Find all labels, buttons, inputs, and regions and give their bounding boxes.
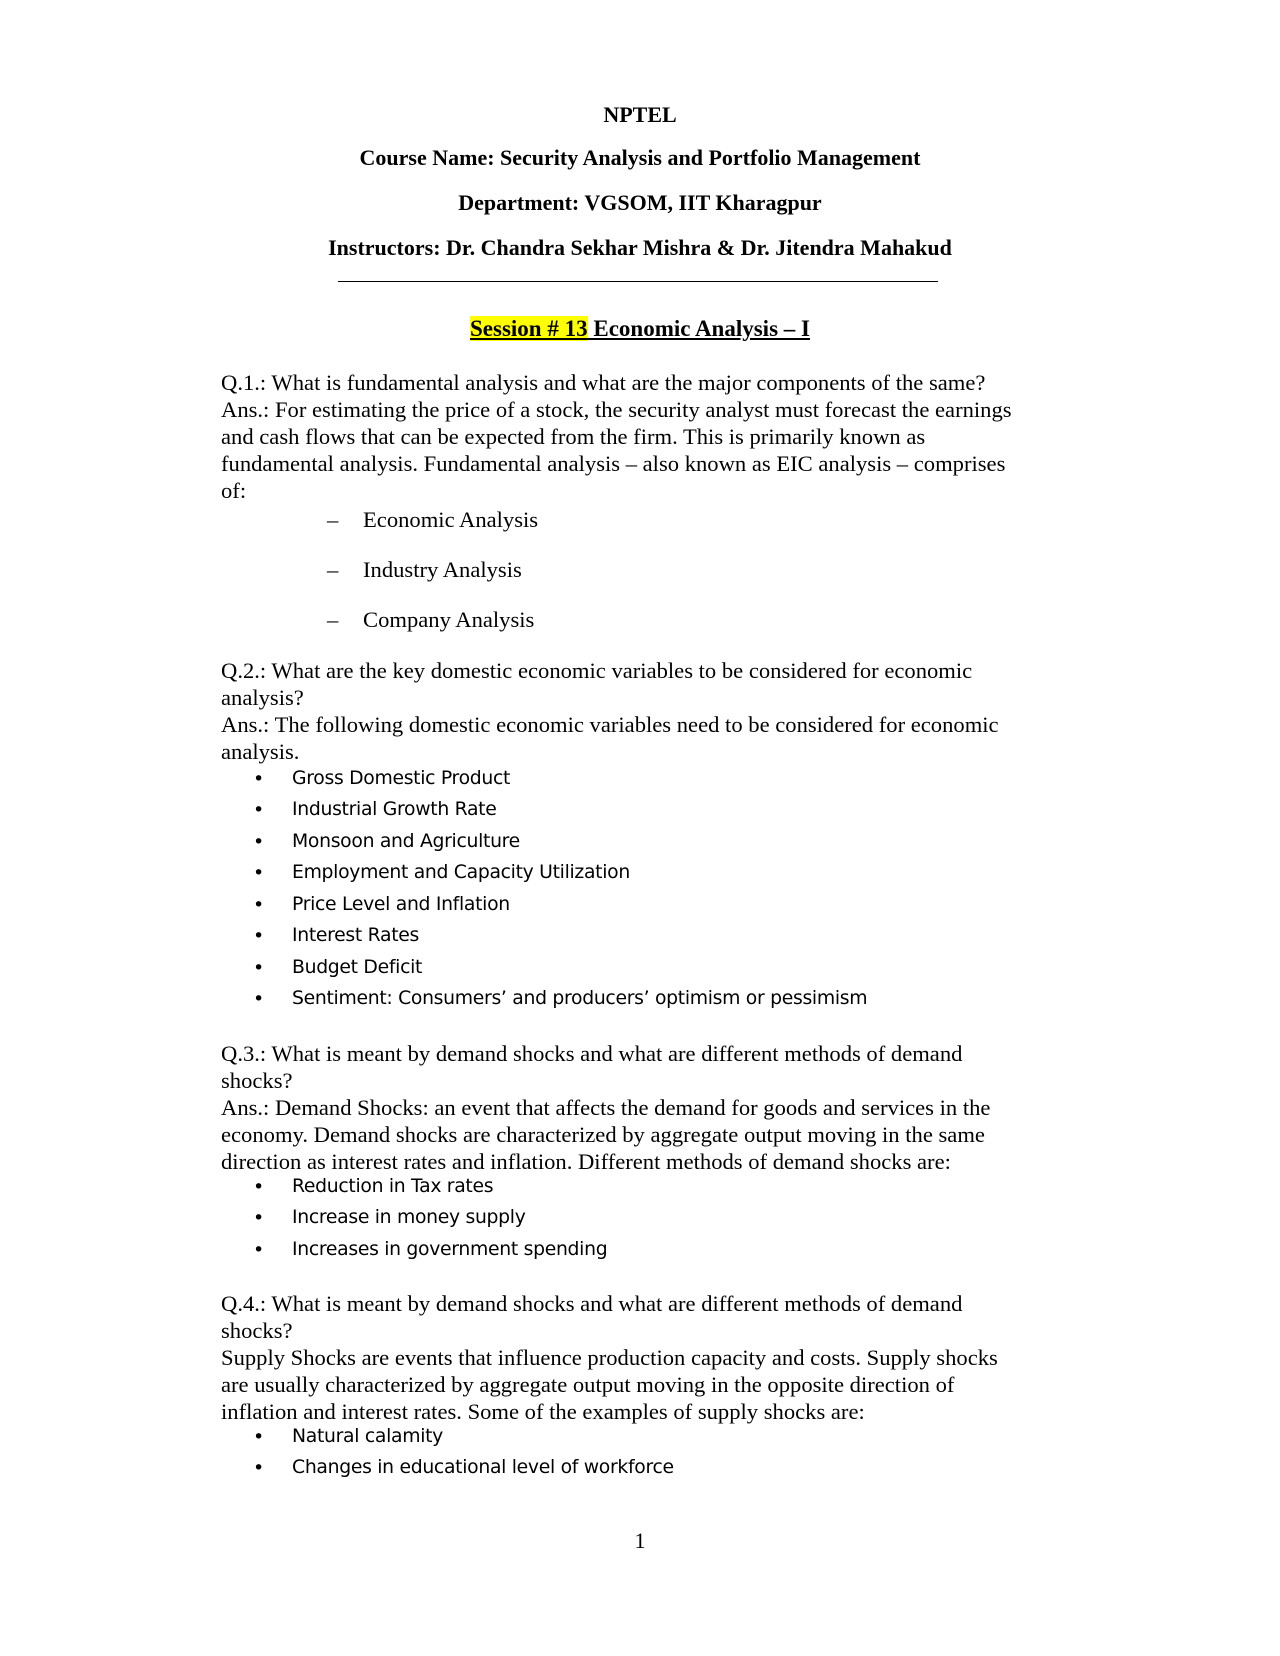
bullet-marker: • [253, 925, 265, 947]
session-name: Economic Analysis – I [587, 316, 810, 341]
bullet-marker: • [253, 1176, 265, 1198]
bullet-marker: • [253, 1207, 265, 1229]
q4-line: inflation and interest rates. Some of the examples of supply shocks are: [221, 1399, 865, 1424]
dash-marker: – [327, 557, 339, 582]
q2-line: Q.2.: What are the key domestic economic variables to be considered for economic [221, 658, 973, 683]
q3-line: Ans.: Demand Shocks: an event that affects the demand for goods and services in the [221, 1095, 991, 1120]
list-item-text: Increases in government spending [292, 1239, 608, 1260]
q3-line: economy. Demand shocks are characterized by aggregate output moving in the same [221, 1122, 985, 1147]
session-title [0, 316, 1280, 342]
list-item-text: Industry Analysis [363, 557, 522, 582]
list-item-text: Employment and Capacity Utilization [292, 862, 630, 883]
list-item-text: Natural calamity [292, 1426, 443, 1447]
q2-block [221, 657, 1051, 765]
q4-line: Q.4.: What is meant by demand shocks and what are different methods of demand [221, 1291, 963, 1316]
bullet-marker: • [253, 831, 265, 853]
q4-line: shocks? [221, 1318, 293, 1343]
header-org: NPTEL [603, 102, 677, 127]
q3-line: Q.3.: What is meant by demand shocks and what are different methods of demand [221, 1041, 963, 1066]
bullet-marker: • [253, 862, 265, 884]
q4-line: are usually characterized by aggregate output moving in the opposite direction of [221, 1372, 955, 1397]
bullet-marker: • [253, 894, 265, 916]
list-item-text: Budget Deficit [292, 957, 423, 978]
list-item-text: Increase in money supply [292, 1207, 526, 1228]
bullet-marker: • [253, 1457, 265, 1479]
list-item-text: Changes in educational level of workforce [292, 1457, 674, 1478]
header-department: Department: VGSOM, IIT Kharagpur [458, 190, 822, 215]
list-item-text: Reduction in Tax rates [292, 1176, 494, 1197]
header-instructors: Instructors: Dr. Chandra Sekhar Mishra & Dr. Jitendra Mahakud [328, 235, 952, 260]
bullet-marker: • [253, 768, 265, 790]
list-item-text: Economic Analysis [363, 507, 539, 532]
list-item-text: Sentiment: Consumers’ and producers’ optimism or pessimism [292, 988, 868, 1009]
bullet-marker: • [253, 799, 265, 821]
header-divider [338, 281, 938, 282]
session-number: Session # 13 [470, 316, 588, 341]
list-item-text: Gross Domestic Product [292, 768, 511, 789]
bullet-marker: • [253, 957, 265, 979]
list-item-text: Monsoon and Agriculture [292, 831, 520, 852]
bullet-marker: • [253, 1239, 265, 1261]
header-course: Course Name: Security Analysis and Portfolio Management [359, 145, 921, 170]
q1-line: Ans.: For estimating the price of a stock, the security analyst must forecast the earnings [221, 397, 1012, 422]
q2-line: analysis. [221, 739, 300, 764]
list-item-text: Industrial Growth Rate [292, 799, 497, 820]
dash-marker: – [327, 507, 339, 532]
bullet-marker: • [253, 988, 265, 1010]
q4-block [221, 1290, 1051, 1425]
list-item-text: Company Analysis [363, 607, 535, 632]
bullet-marker: • [253, 1426, 265, 1448]
q1-block [221, 369, 1051, 504]
q1-line: Q.1.: What is fundamental analysis and what are the major components of the same? [221, 370, 986, 395]
page-number: 1 [634, 1528, 646, 1553]
q3-line: shocks? [221, 1068, 293, 1093]
q1-line: and cash flows that can be expected from the firm. This is primarily known as [221, 424, 926, 449]
list-item-text: Interest Rates [292, 925, 419, 946]
q3-line: direction as interest rates and inflation. Different methods of demand shocks are: [221, 1149, 951, 1174]
list-item-text: Price Level and Inflation [292, 894, 510, 915]
dash-marker: – [327, 607, 339, 632]
q2-line: analysis? [221, 685, 304, 710]
q4-line: Supply Shocks are events that influence production capacity and costs. Supply shocks [221, 1345, 998, 1370]
q2-line: Ans.: The following domestic economic variables need to be considered for economic [221, 712, 999, 737]
q1-line: of: [221, 478, 247, 503]
q3-block [221, 1040, 1051, 1175]
q1-line: fundamental analysis. Fundamental analysis – also known as EIC analysis – comprises [221, 451, 1006, 476]
